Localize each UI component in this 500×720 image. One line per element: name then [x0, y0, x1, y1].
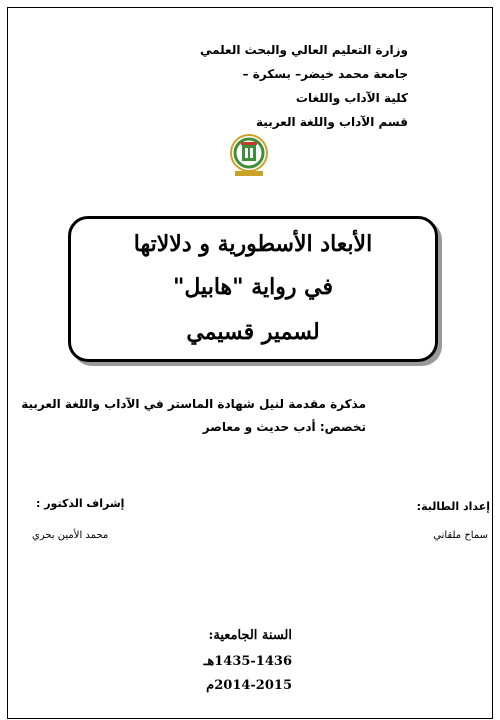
title-line-2: في رواية "هابيل" [172, 274, 334, 300]
academic-year-gregorian: 2014-2015م [206, 678, 292, 693]
academic-year-hijri: 1435-1436هـ [203, 654, 292, 669]
title-box [68, 216, 438, 362]
university-name: جامعة محمد خيضر– بسكرة – [242, 67, 408, 81]
student-name: سماح ملقاني [433, 530, 488, 541]
supervisor-label: إشراف الدكتور : [36, 497, 125, 510]
specialization: تخصص: أدب حديث و معاصر [202, 420, 366, 434]
academic-year-label: السنة الجامعية: [208, 628, 292, 643]
institution-header [200, 38, 408, 134]
ministry-name: وزارة التعليم العالي والبحث العلمي [199, 43, 408, 57]
title-line-1: الأبعاد الأسطورية و دلالاتها [133, 231, 373, 257]
title-line-3: لسمير قسيمي [186, 319, 320, 345]
department-name: قسم الآداب واللغة العربية [256, 115, 408, 129]
prepared-by-label: إعداد الطالبة: [416, 500, 490, 513]
thesis-description: مذكرة مقدمة لنيل شهادة الماستر في الآداب واللغة العربية [21, 397, 366, 411]
supervisor-name: محمد الأمين بحري [32, 530, 109, 541]
university-seal-icon [229, 133, 269, 179]
faculty-name: كلية الآداب واللغات [295, 91, 408, 105]
